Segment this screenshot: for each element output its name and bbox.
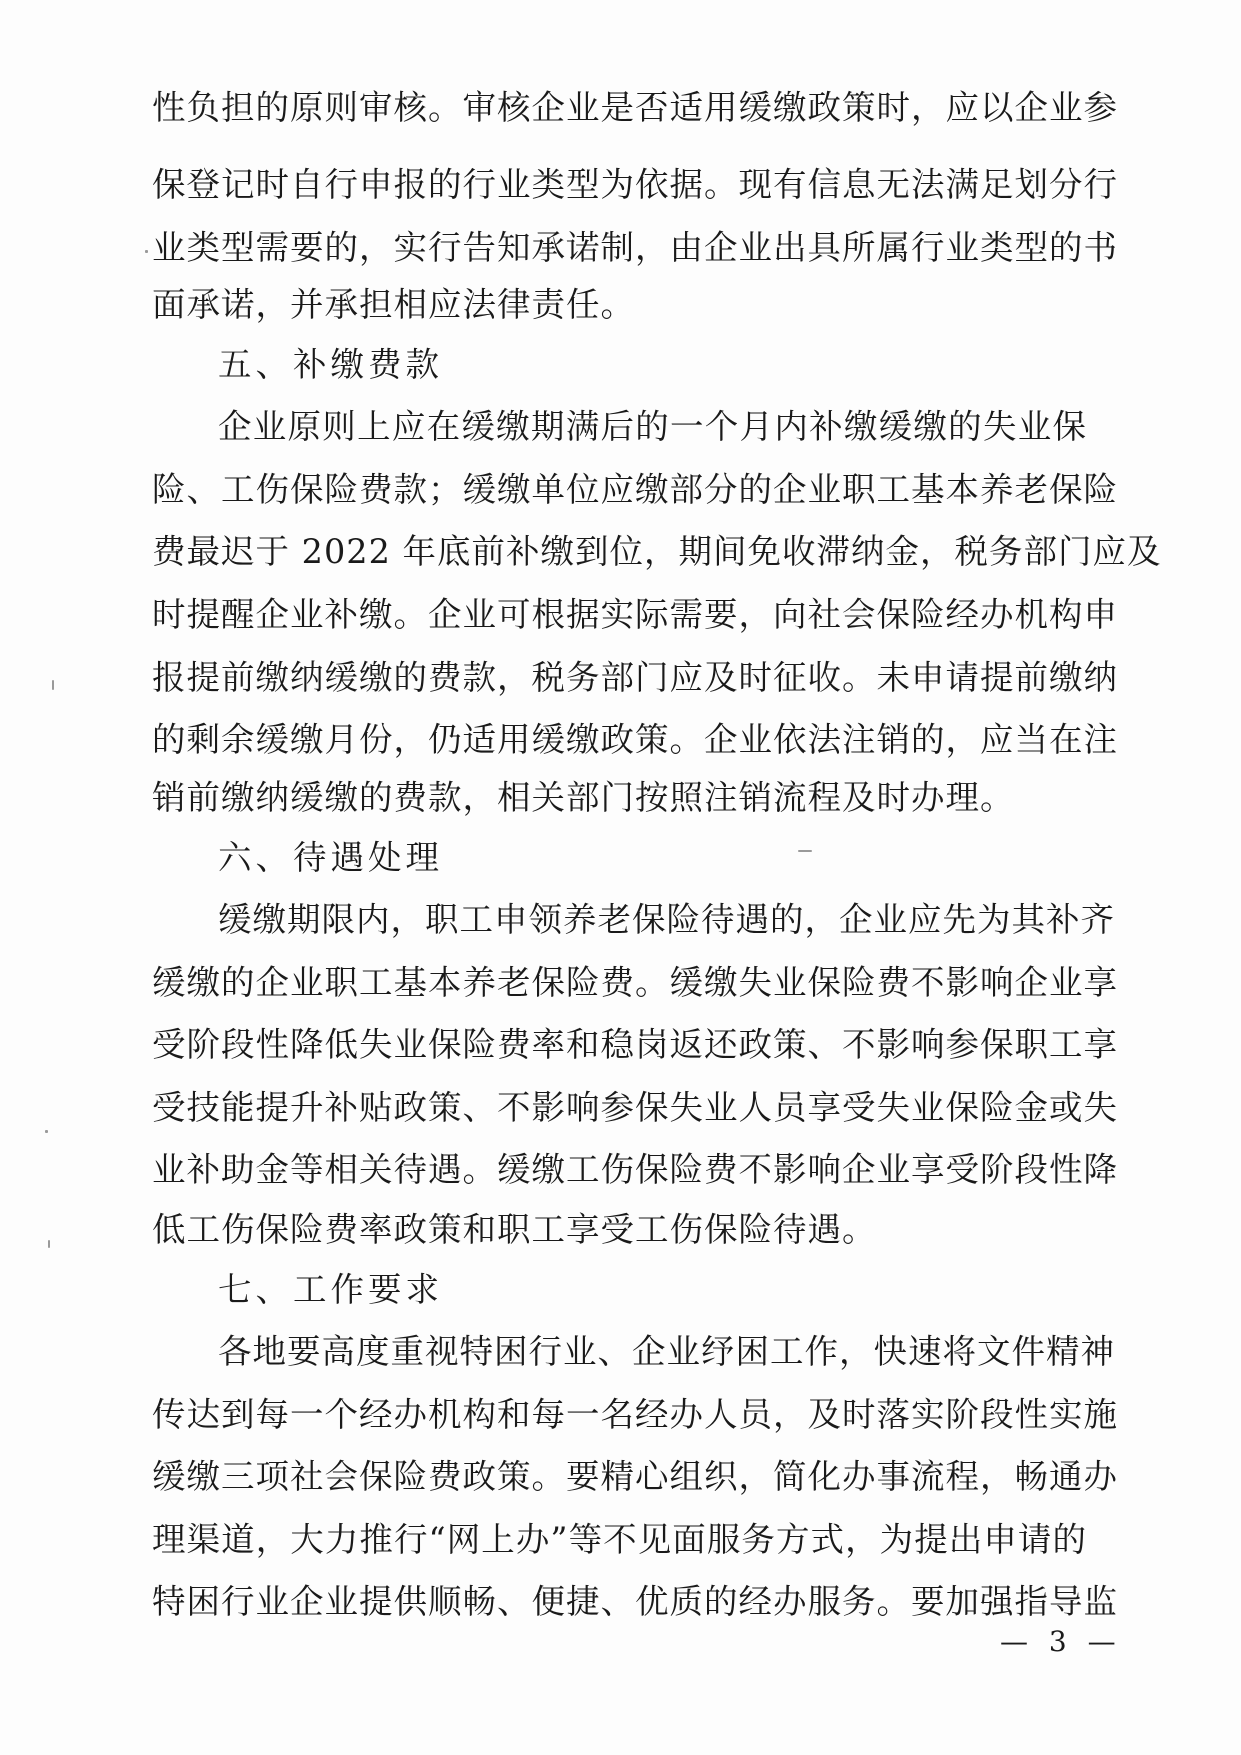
scan-speck (52, 680, 54, 690)
body-text-line: 险、工伤保险费款；缓缴单位应缴部分的企业职工基本养老保险 (152, 470, 1118, 509)
body-text-line: 各地要高度重视特困行业、企业纾困工作，快速将文件精神 (218, 1332, 1115, 1371)
body-text-line: 缓缴的企业职工基本养老保险费。缓缴失业保险费不影响企业享 (152, 963, 1118, 1002)
scan-speck (145, 250, 148, 253)
body-text-line: 业补助金等相关待遇。缓缴工伤保险费不影响企业享受阶段性降 (152, 1150, 1118, 1189)
body-text-line: 特困行业企业提供顺畅、便捷、优质的经办服务。要加强指导监 (152, 1582, 1118, 1621)
body-text-line: 缓缴期限内，职工申领养老保险待遇的，企业应先为其补齐 (218, 900, 1115, 939)
scan-speck (798, 850, 812, 852)
body-text-line: 费最迟于 2022 年底前补缴到位，期间免收滞纳金，税务部门应及 (152, 532, 1162, 571)
body-text-line: 缓缴三项社会保险费政策。要精心组织，简化办事流程，畅通办 (152, 1457, 1118, 1496)
body-text-line: 保登记时自行申报的行业类型为依据。现有信息无法满足划分行 (152, 165, 1118, 204)
body-text-line: 业类型需要的，实行告知承诺制，由企业出具所属行业类型的书 (152, 228, 1118, 267)
body-text-line: 受阶段性降低失业保险费率和稳岗返还政策、不影响参保职工享 (152, 1025, 1118, 1064)
body-text-line: 销前缴纳缓缴的费款，相关部门按照注销流程及时办理。 (152, 778, 1015, 817)
scan-speck (48, 1240, 50, 1248)
body-text-line: 企业原则上应在缓缴期满后的一个月内补缴缓缴的失业保 (218, 407, 1087, 446)
body-text-line: 时提醒企业补缴。企业可根据实际需要，向社会保险经办机构申 (152, 595, 1118, 634)
body-text-line: 传达到每一个经办机构和每一名经办人员，及时落实阶段性实施 (152, 1395, 1118, 1434)
body-text-line: 的剩余缓缴月份，仍适用缓缴政策。企业依法注销的，应当在注 (152, 720, 1118, 759)
page-number: — 3 — (1000, 1625, 1122, 1658)
body-text-line: 报提前缴纳缓缴的费款，税务部门应及时征收。未申请提前缴纳 (152, 658, 1118, 697)
section-heading: 六、待遇处理 (218, 838, 443, 877)
body-text-line: 低工伤保险费率政策和职工享受工伤保险待遇。 (152, 1210, 877, 1249)
body-text-line: 受技能提升补贴政策、不影响参保失业人员享受失业保险金或失 (152, 1088, 1118, 1127)
section-heading: 七、工作要求 (218, 1270, 443, 1309)
section-heading: 五、补缴费款 (218, 345, 443, 384)
body-text-line: 理渠道，大力推行“网上办”等不见面服务方式，为提出申请的 (152, 1520, 1087, 1559)
body-text-line: 面承诺，并承担相应法律责任。 (152, 285, 635, 324)
body-text-line: 性负担的原则审核。审核企业是否适用缓缴政策时，应以企业参 (152, 88, 1118, 127)
scan-speck (45, 1130, 48, 1133)
